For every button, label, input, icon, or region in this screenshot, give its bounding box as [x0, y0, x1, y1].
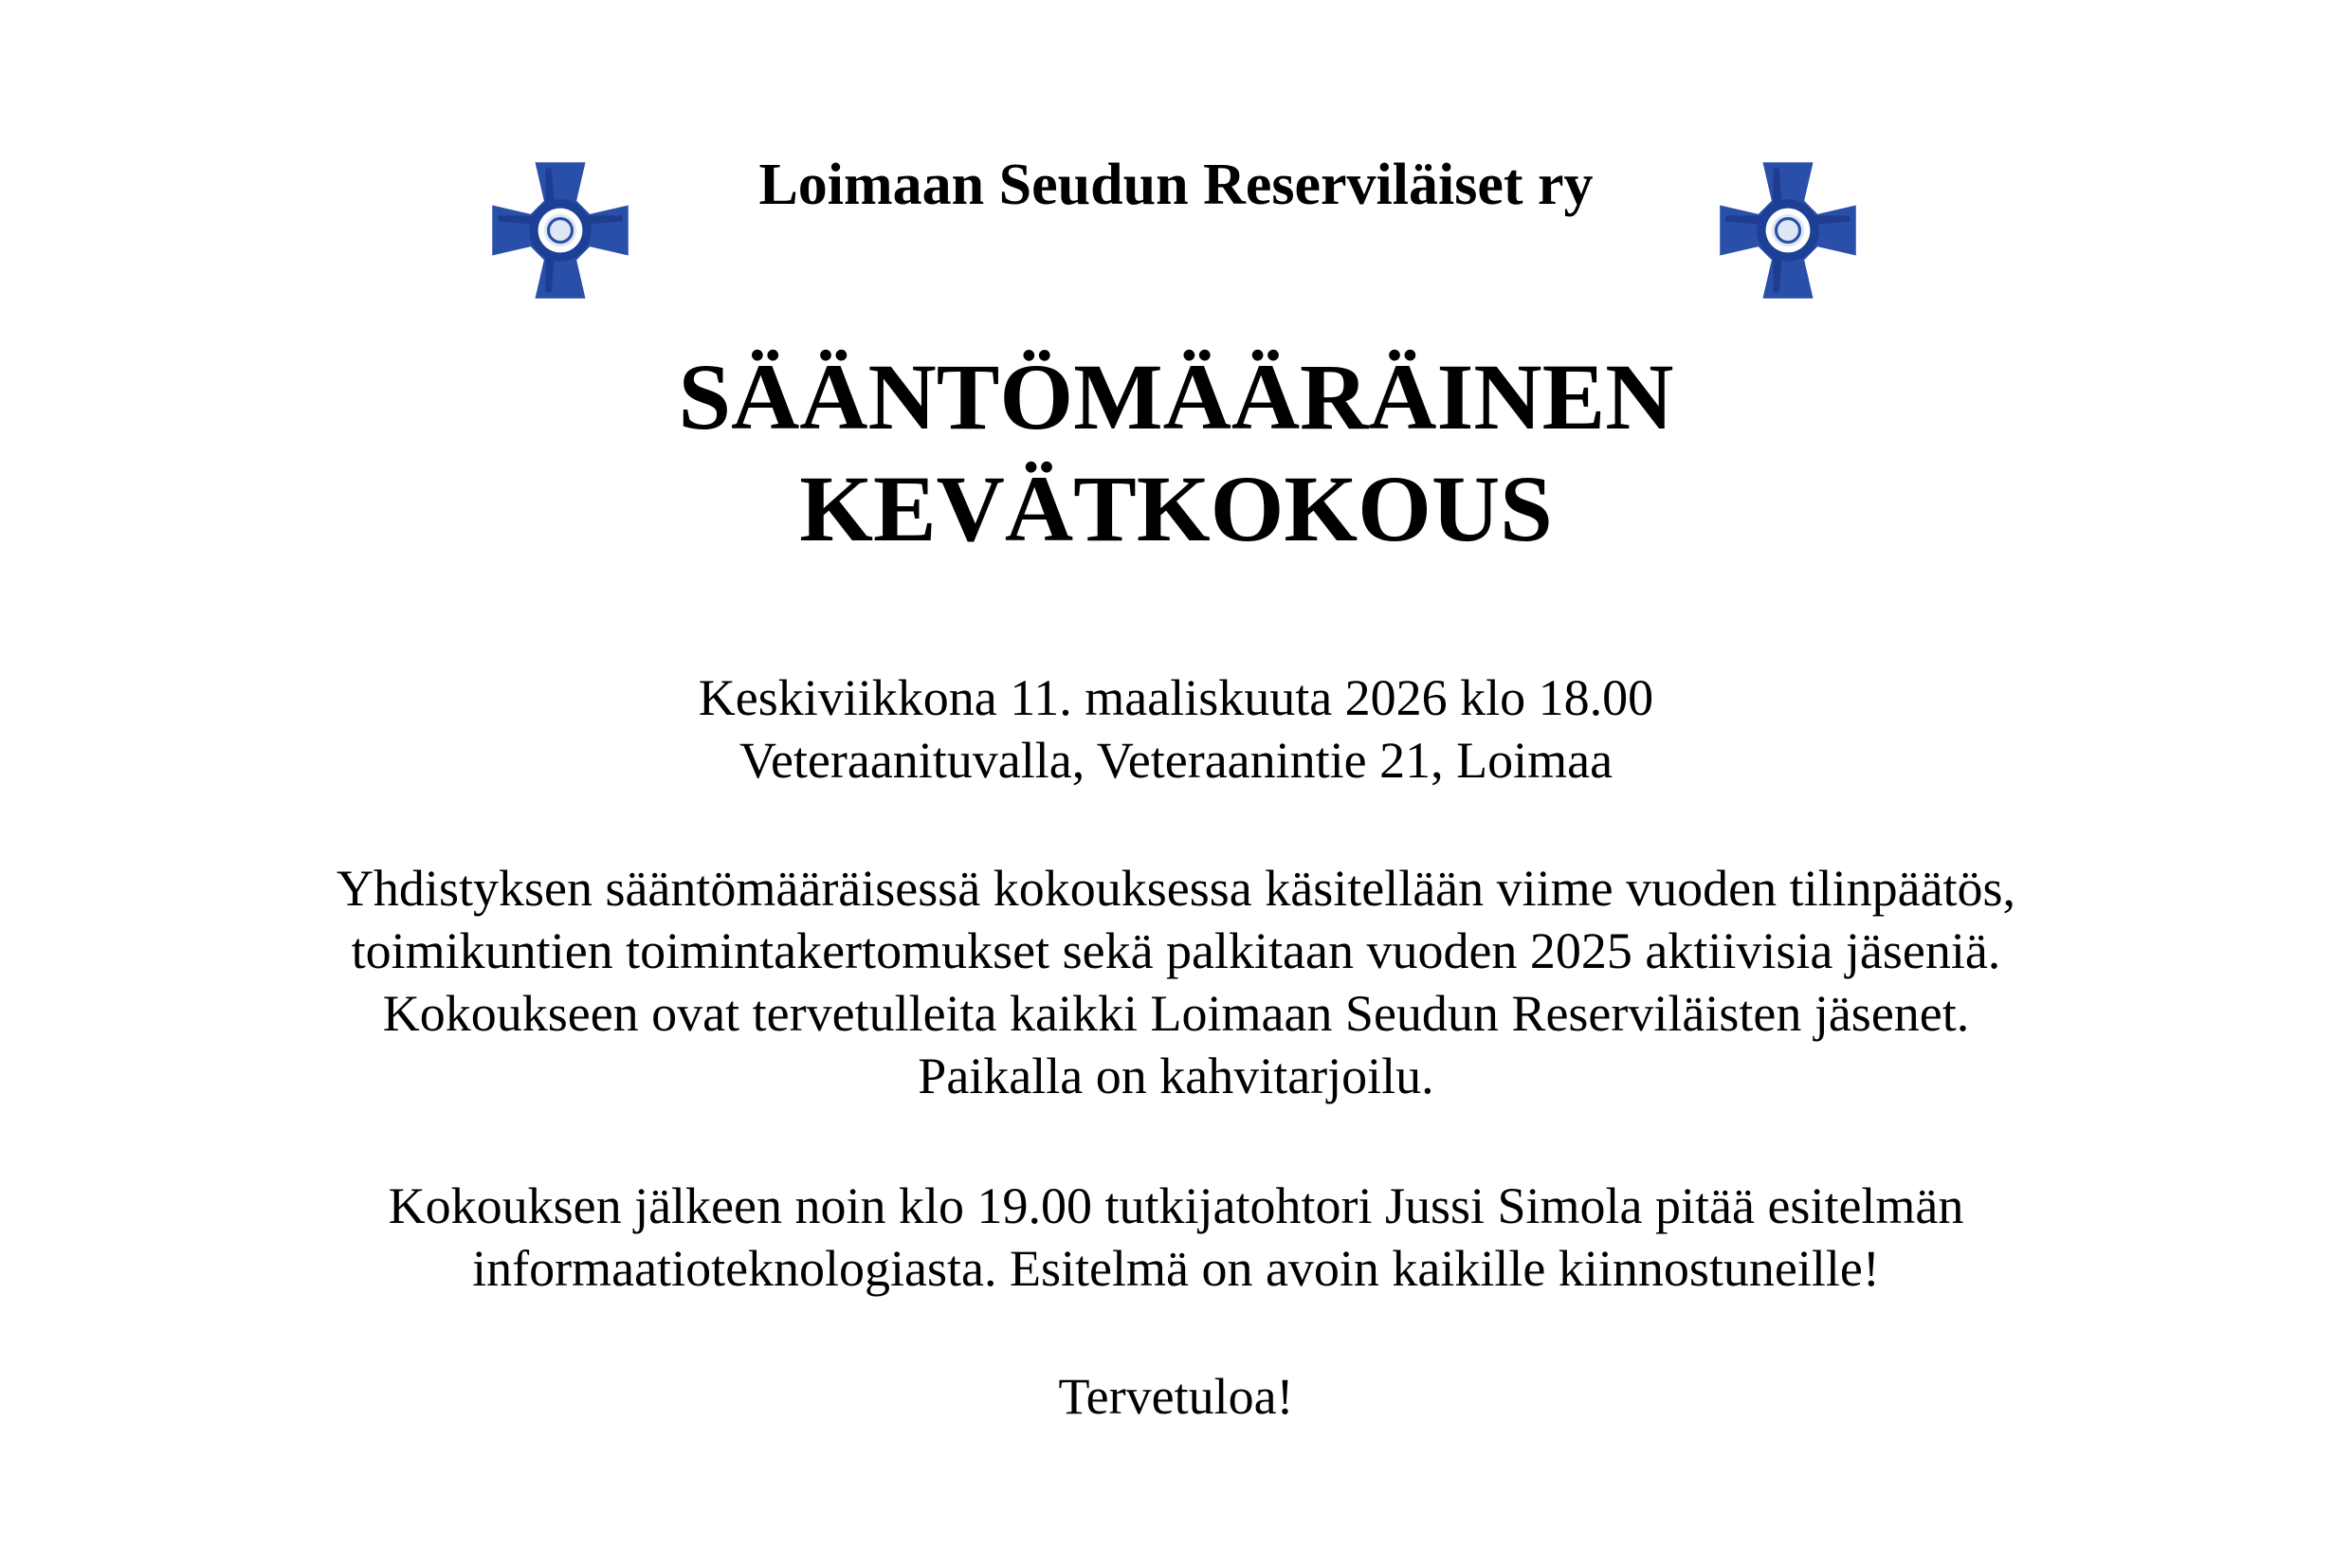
title-line-1: SÄÄNTÖMÄÄRÄINEN [678, 344, 1674, 449]
description-line: toimikuntien toimintakertomukset sekä palkitaan vuoden 2025 aktiivisia jäseniä. [351, 922, 2001, 979]
organization-name: Loimaan Seudun Reserviläiset ry [758, 153, 1594, 217]
lecture-announcement [0, 1175, 2352, 1300]
description-line: Yhdistyksen sääntömääräisessä kokouksessa käsitellään viime vuoden tilinpäätös, [336, 860, 2016, 917]
welcome-text [0, 1365, 2352, 1428]
event-location: Veteraanituvalla, Veteraanintie 21, Loimaa [738, 732, 1614, 789]
description-line: Kokoukseen ovat tervetulleita kaikki Loimaan Seudun Reserviläisten jäsenet. [382, 985, 1970, 1042]
event-details [0, 666, 2352, 792]
closing-line: Tervetuloa! [1058, 1368, 1294, 1425]
meeting-description [0, 857, 2352, 1107]
title-line-2: KEVÄTKOKOUS [799, 456, 1553, 561]
lecture-line: Kokouksen jälkeen noin klo 19.00 tutkijatohtori Jussi Simola pitää esitelmän [388, 1177, 1964, 1234]
page-title [0, 341, 2352, 565]
lecture-line: informaatioteknologiasta. Esitelmä on avoin kaikille kiinnostuneille! [472, 1240, 1880, 1297]
event-date-time: Keskiviikkona 11. maaliskuuta 2026 klo 18.00 [698, 669, 1654, 726]
description-line: Paikalla on kahvitarjoilu. [918, 1048, 1434, 1104]
